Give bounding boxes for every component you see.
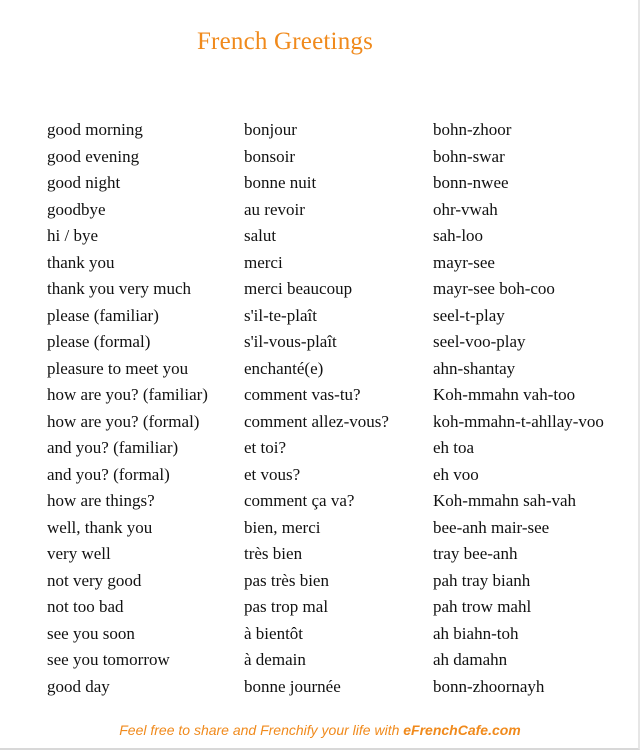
english-phrase: thank you	[47, 252, 115, 272]
pronunciation-guide: mayr-see	[433, 252, 495, 272]
table-row	[47, 250, 633, 277]
table-row	[47, 515, 633, 542]
english-phrase: hi / bye	[47, 226, 98, 245]
table-row	[47, 674, 633, 701]
french-phrase: comment ça va?	[244, 491, 355, 510]
table-row	[47, 435, 633, 462]
french-phrase: comment vas-tu?	[244, 385, 361, 404]
table-row	[47, 621, 633, 648]
french-phrase: salut	[244, 226, 277, 245]
greetings-table	[47, 117, 633, 700]
table-row	[47, 541, 633, 568]
french-phrase: pas trop mal	[244, 597, 329, 616]
table-row	[47, 647, 633, 674]
english-phrase: well, thank you	[47, 517, 153, 537]
english-phrase: pleasure to meet you	[47, 358, 189, 378]
french-phrase: s'il-vous-plaît	[244, 332, 337, 351]
english-phrase: how are you? (familiar)	[47, 385, 208, 404]
table-row	[47, 117, 633, 144]
english-phrase: good day	[47, 676, 110, 696]
english-phrase: good night	[47, 173, 121, 192]
table-row	[47, 488, 633, 515]
pronunciation-guide: Koh-mmahn vah-too	[433, 385, 576, 404]
french-phrase: bonne nuit	[244, 173, 317, 192]
pronunciation-guide: bohn-swar	[433, 146, 505, 166]
pronunciation-guide: ah damahn	[433, 650, 508, 669]
english-phrase: goodbye	[47, 199, 106, 219]
french-phrase: bonsoir	[244, 146, 295, 166]
pronunciation-guide: bonn-nwee	[433, 173, 509, 192]
footer-note	[0, 722, 640, 738]
french-phrase: et toi?	[244, 438, 287, 457]
pronunciation-guide: pah tray bianh	[433, 570, 531, 590]
french-phrase: bien, merci	[244, 517, 321, 537]
table-row	[47, 382, 633, 409]
pronunciation-guide: seel-t-play	[433, 305, 505, 325]
table-row	[47, 144, 633, 171]
english-phrase: how are you? (formal)	[47, 411, 200, 431]
english-phrase: not too bad	[47, 597, 124, 616]
pronunciation-guide: koh-mmahn-t-ahllay-voo	[433, 411, 604, 431]
pronunciation-guide: ah biahn-toh	[433, 623, 519, 643]
english-phrase: and you? (familiar)	[47, 438, 179, 457]
english-phrase: and you? (formal)	[47, 464, 170, 484]
french-phrase: bonne journée	[244, 676, 341, 696]
english-phrase: good evening	[47, 146, 140, 166]
pronunciation-guide: bohn-zhoor	[433, 120, 512, 139]
english-phrase: please (formal)	[47, 332, 151, 351]
pronunciation-guide: ohr-vwah	[433, 199, 498, 219]
pronunciation-guide: bonn-zhoornayh	[433, 676, 545, 696]
table-row	[47, 223, 633, 250]
pronunciation-guide: pah trow mahl	[433, 597, 532, 616]
table-row	[47, 594, 633, 621]
french-phrase: pas très bien	[244, 570, 329, 590]
table-row	[47, 409, 633, 436]
pronunciation-guide: mayr-see boh-coo	[433, 279, 555, 298]
table-row	[47, 568, 633, 595]
pronunciation-guide: bee-anh mair-see	[433, 517, 550, 537]
pronunciation-guide: eh voo	[433, 464, 479, 484]
french-phrase: s'il-te-plaît	[244, 305, 317, 325]
english-phrase: not very good	[47, 570, 142, 590]
english-phrase: very well	[47, 544, 111, 563]
french-phrase: et vous?	[244, 464, 301, 484]
table-row	[47, 356, 633, 383]
english-phrase: good morning	[47, 120, 143, 139]
english-phrase: see you soon	[47, 623, 135, 643]
english-phrase: thank you very much	[47, 279, 191, 298]
pronunciation-guide: seel-voo-play	[433, 332, 526, 351]
english-phrase: see you tomorrow	[47, 650, 170, 669]
pronunciation-guide: tray bee-anh	[433, 544, 518, 563]
table-row	[47, 170, 633, 197]
footer-brand: eFrenchCafe.com	[403, 722, 521, 738]
table-row	[47, 197, 633, 224]
table-row	[47, 329, 633, 356]
english-phrase: how are things?	[47, 491, 155, 510]
footer-text: Feel free to share and Frenchify your life with	[119, 722, 404, 738]
pronunciation-guide: Koh-mmahn sah-vah	[433, 491, 577, 510]
french-phrase: enchanté(e)	[244, 358, 324, 378]
greetings-table-body	[47, 117, 633, 700]
french-phrase: très bien	[244, 544, 303, 563]
french-phrase: merci beaucoup	[244, 279, 353, 298]
page-title: French Greetings	[196, 28, 374, 55]
pronunciation-guide: eh toa	[433, 438, 475, 457]
english-phrase: please (familiar)	[47, 305, 159, 325]
french-phrase: merci	[244, 252, 283, 272]
table-row	[47, 303, 633, 330]
table-row	[47, 462, 633, 489]
pronunciation-guide: sah-loo	[433, 226, 484, 245]
french-phrase: à bientôt	[244, 623, 304, 643]
french-phrase: au revoir	[244, 199, 305, 219]
table-row	[47, 276, 633, 303]
pronunciation-guide: ahn-shantay	[433, 358, 516, 378]
french-phrase: à demain	[244, 650, 306, 669]
french-phrase: comment allez-vous?	[244, 411, 389, 431]
french-phrase: bonjour	[244, 120, 297, 139]
